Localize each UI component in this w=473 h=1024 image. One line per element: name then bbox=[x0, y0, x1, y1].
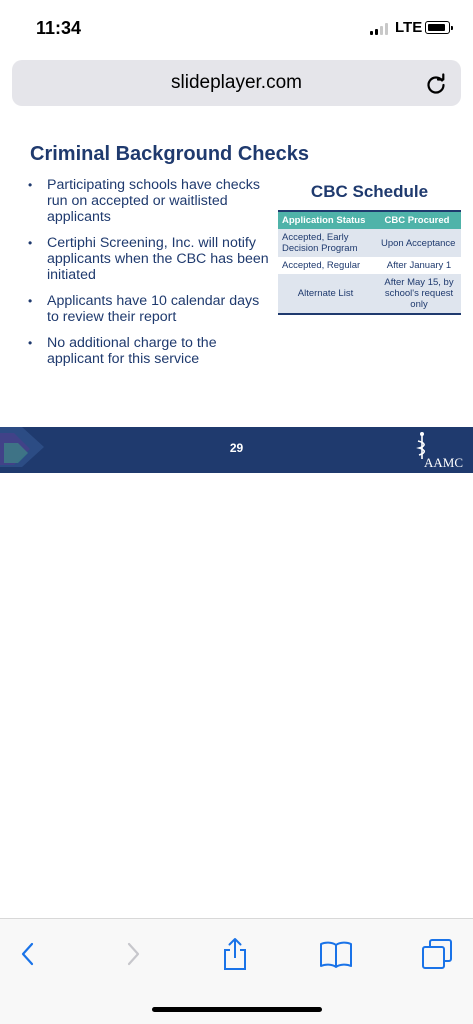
battery-icon bbox=[425, 21, 450, 34]
status-time: 11:34 bbox=[36, 18, 82, 38]
tabs-icon bbox=[421, 938, 453, 970]
table-row bbox=[278, 274, 461, 314]
table-cell: After May 15, by school's request only bbox=[384, 277, 454, 310]
table-cell: Accepted, Regular bbox=[282, 260, 361, 271]
share-icon bbox=[221, 937, 249, 971]
column-header: Application Status bbox=[282, 215, 366, 226]
bullet-list bbox=[28, 177, 273, 377]
table-cell: Alternate List bbox=[297, 288, 354, 299]
forward-button[interactable] bbox=[116, 937, 150, 971]
slide-footer bbox=[0, 427, 473, 473]
bookmarks-button[interactable] bbox=[319, 937, 353, 971]
back-icon bbox=[20, 941, 36, 967]
url-text: slideplayer.com bbox=[171, 72, 302, 93]
table-row bbox=[278, 229, 461, 257]
signal-icon bbox=[370, 23, 388, 35]
slide-title: Criminal Background Checks bbox=[30, 143, 309, 165]
aamc-logo-text: AAMC bbox=[424, 455, 464, 470]
page-number: 29 bbox=[229, 441, 244, 455]
network-label: LTE bbox=[395, 19, 423, 36]
status-bar bbox=[0, 0, 473, 52]
bullet-item: • No additional charge to the applicant for this service bbox=[28, 335, 273, 367]
bullet-item: • Applicants have 10 calendar days to review their report bbox=[28, 293, 273, 325]
home-indicator[interactable] bbox=[152, 1007, 322, 1012]
address-bar[interactable] bbox=[12, 60, 461, 106]
table-row bbox=[278, 257, 461, 274]
bullet-item: • Participating schools have checks run on accepted or waitlisted applicants bbox=[28, 177, 273, 225]
reload-icon[interactable] bbox=[425, 73, 447, 95]
back-button[interactable] bbox=[11, 937, 45, 971]
cbc-schedule-table bbox=[278, 210, 461, 315]
table-cell: After January 1 bbox=[386, 260, 452, 271]
bullet-item: • Certiphi Screening, Inc. will notify applicants when the CBC has been initiated bbox=[28, 235, 273, 283]
forward-icon bbox=[125, 941, 141, 967]
table-cell: Upon Acceptance bbox=[381, 237, 456, 249]
bookmarks-icon bbox=[319, 940, 353, 968]
tabs-button[interactable] bbox=[420, 937, 454, 971]
column-header: CBC Procured bbox=[384, 215, 450, 226]
slide bbox=[0, 119, 473, 473]
table-cell: Accepted, Early Decision Program bbox=[282, 232, 358, 254]
table-heading: CBC Schedule bbox=[310, 182, 429, 201]
share-button[interactable] bbox=[218, 937, 252, 971]
table-header-row bbox=[278, 211, 461, 229]
